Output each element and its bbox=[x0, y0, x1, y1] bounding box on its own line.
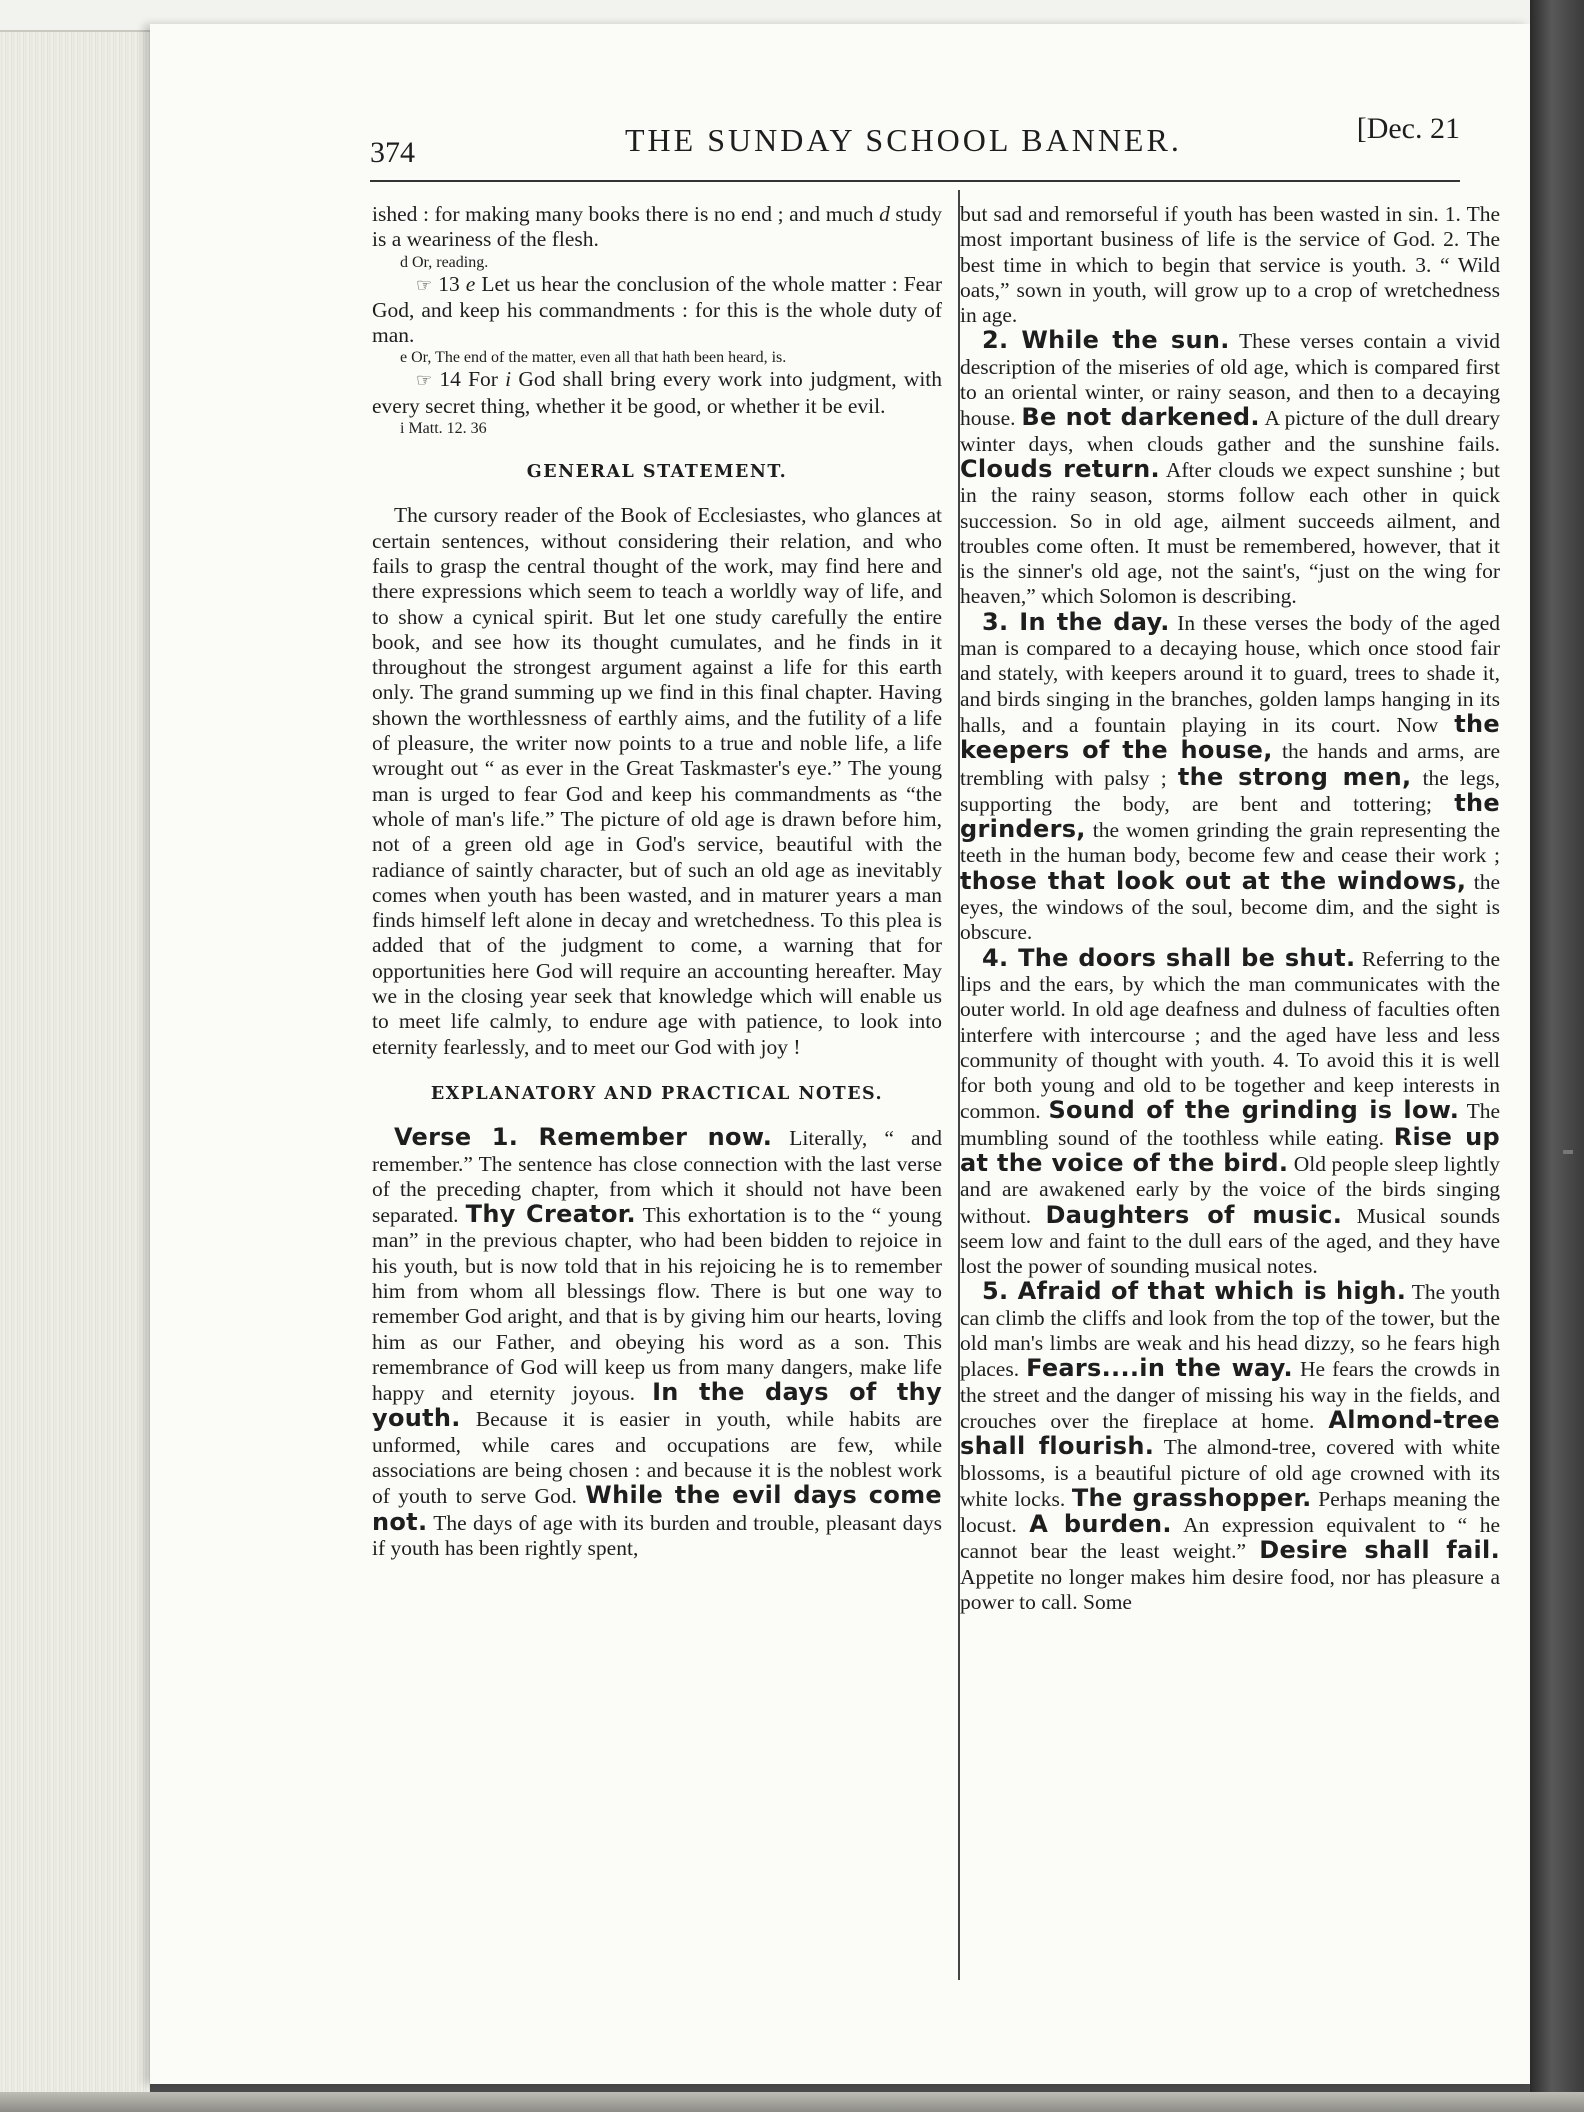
note-text: Old people sleep lightly and are awakened early by the voice of the birds singing without. bbox=[960, 1151, 1501, 1228]
keyword: Thy Creator. bbox=[465, 1200, 636, 1229]
note-verse-1 bbox=[372, 1125, 942, 1561]
running-header bbox=[370, 112, 1460, 172]
running-date: [Dec. 21 bbox=[1356, 112, 1460, 145]
note-text: the hands and arms, are trembling with palsy ; bbox=[960, 739, 1501, 790]
note-text: The mumbling sound of the toothless while eating. bbox=[960, 1099, 1500, 1150]
keyword: the grinders, bbox=[960, 788, 1501, 844]
note-text: Appetite no longer makes him desire food, nor has pleasure a power to call. Some bbox=[960, 1564, 1500, 1615]
keyword: Fears....in the way. bbox=[1026, 1354, 1293, 1383]
verse-text: Let us hear the conclusion of the whole matter : Fear God, and keep his commandments : for this is the whole duty of man. bbox=[372, 271, 942, 348]
note-verse-1-cont: but sad and remorseful if youth has been wasted in sin. 1. The most important business of life is the service of God. 2. The best time in which to begin that service is youth. 3. “ Wild oats,” sown in youth, will grow up to a crop of wretchedness in age. bbox=[960, 202, 1500, 328]
pointing-hand-icon: ☞ bbox=[416, 370, 433, 392]
verse-text: ished : for making many books there is no end ; and much bbox=[372, 202, 874, 226]
keyword: 3. In the day. bbox=[982, 607, 1170, 636]
verse-text: study is a weariness of the flesh. bbox=[372, 202, 943, 252]
note-text: An expression equivalent to “ he cannot bear the least weight.” bbox=[960, 1513, 1500, 1564]
note-text: A picture of the dull dreary winter days, when clouds gather and the sunshine fails. bbox=[960, 406, 1501, 456]
keyword: While the evil days come not. bbox=[372, 1481, 943, 1536]
footnote-i: i Matt. 12. 36 bbox=[400, 420, 487, 438]
keyword: the keepers of the house, bbox=[960, 709, 1500, 765]
general-statement-text: The cursory reader of the Book of Ecclesiastes, who glances at certain sentences, without considering their relation, and who fails to grasp the central thought of the work, may find here and there expressions which seem to teach a worldly way of life, and to show a cynical spirit. But let one study carefully the entire book, and see how its thought cumulates, and he finds in it throughout the strongest argument against a life for this earth only. The grand summing up we find in this final chapter. Having shown the worthlessness of earthly aims, and the futility of a life of pleasure, the writer now points to a true and noble life, a life wrought out “ as ever in the Great Taskmaster's eye.” The young man is urged to fear God and keep his commandments as “the whole of man's life.” The picture of old age is drawn before him, not of a green old age in God's service, beautiful with the radiance of saintly character, but of such an old age as inevitably comes when youth has been wasted, and in maturer years a man finds himself left alone in decay and wretchedness. To this plea is added that of the judgment to come, a warning that for opportunities here God will require an accounting hereafter. May we in the closing year seek that knowledge which will enable us to meet life calmly, to endure age with patience, to look into eternity fearlessly, and to meet our God with joy ! bbox=[372, 503, 942, 1059]
keyword: Clouds return. bbox=[960, 454, 1160, 483]
verse-13 bbox=[372, 272, 942, 349]
keyword: Sound of the grinding is low. bbox=[1048, 1096, 1460, 1125]
keyword: Rise up at the voice of the bird. bbox=[960, 1122, 1500, 1177]
note-verse-3 bbox=[960, 607, 1501, 946]
keyword: Desire shall fail. bbox=[1259, 1536, 1500, 1565]
note-verse-5 bbox=[960, 1279, 1500, 1615]
header-rule bbox=[370, 180, 1460, 182]
note-text: The youth can climb the cliffs and look from the top of the tower, but the old man's limbs are weak and his head dizzy, so he fears high places. bbox=[960, 1280, 1500, 1382]
verse-number: 14 bbox=[439, 367, 461, 392]
note-text: This exhortation is to the “ young man” in the previous chapter, who had been bidden to rejoice in his youth, but is now told that in his rejoicing he is to remember him from whom all blessings flow. There is but one way to remember God aright, and that is by giving him our hearts, loving him as our Father, and obeying his word as a son. This remembrance of God will keep us from many dangers, make life happy and eternity joyous. bbox=[372, 1203, 942, 1406]
book-spine bbox=[1530, 0, 1584, 2112]
keyword: 5. Afraid of that which is high. bbox=[982, 1277, 1407, 1306]
running-title: THE SUNDAY SCHOOL BANNER. bbox=[625, 122, 1182, 158]
keyword: 2. While the sun. bbox=[982, 326, 1230, 355]
verse-12-end bbox=[372, 202, 942, 253]
notes-heading: EXPLANATORY AND PRACTICAL NOTES. bbox=[430, 1083, 884, 1104]
page-number: 374 bbox=[370, 136, 415, 169]
note-text: the women grinding the grain representing the teeth in the human body, become few and cease their work ; bbox=[960, 818, 1500, 868]
keyword: the strong men, bbox=[1177, 762, 1412, 791]
note-text: The days of age with its burden and trouble, pleasant days if youth has been rightly spent, bbox=[372, 1510, 942, 1560]
keyword: Be not darkened. bbox=[1021, 403, 1260, 432]
note-text: The almond-tree, covered with white blossoms, is a beautiful picture of old age crowned with its white locks. bbox=[960, 1435, 1500, 1511]
note-text: Literally, “ and remember.” The sentence has close connection with the last verse of the preceding chapter, from which it should not have been separated. bbox=[372, 1126, 942, 1228]
keyword: In the days of thy youth. bbox=[372, 1378, 943, 1433]
keyword: The grasshopper. bbox=[1071, 1483, 1312, 1512]
verse-14 bbox=[372, 367, 942, 419]
note-text: Musical sounds seem low and faint to the dull ears of the aged, and they have lost the power of sounding musical notes. bbox=[960, 1203, 1500, 1279]
pointing-hand-icon: ☞ bbox=[416, 274, 433, 296]
note-verse-2 bbox=[960, 328, 1500, 609]
general-statement-heading: GENERAL STATEMENT. bbox=[526, 462, 788, 483]
note-text: Perhaps meaning the locust. bbox=[960, 1486, 1501, 1538]
footnote-e: e Or, The end of the matter, even all that hath been heard, is. bbox=[400, 349, 787, 367]
footnote-mark: e bbox=[465, 271, 476, 296]
page-edge-mark bbox=[1563, 1150, 1573, 1154]
verse-text: For bbox=[468, 367, 498, 392]
note-text: Referring to the lips and the ears, by which the man communicates with the outer world. In old age deafness and dulness of faculties often interfere with intercourse ; and the aged have less and less community of thought with youth. 4. To avoid this it is well for both young and old to be together and keep interests in common. bbox=[960, 946, 1501, 1124]
keyword: Almond-tree shall flourish. bbox=[960, 1405, 1501, 1461]
keyword: A burden. bbox=[1029, 1510, 1172, 1539]
book-page-edges bbox=[0, 0, 150, 2112]
note-text: After clouds we expect sunshine ; but in the rainy season, storms follow each other in quick succession. So in old age, ailment succeeds ailment, and troubles come often. It must be remembered, however, that it is the sinner's old age, not the saint's, “just on the wing for heaven,” which Solomon is describing. bbox=[960, 457, 1500, 609]
verse-number: 13 bbox=[438, 271, 460, 296]
note-text: the legs, supporting the body, are bent and tottering; bbox=[960, 765, 1501, 816]
verse-text: God shall bring every work into judgment, with every secret thing, whether it be good, or whether it be evil. bbox=[372, 367, 943, 418]
note-text: Because it is easier in youth, while habits are unformed, while cares and occupations are few, while associations are being chosen : and because it is the noblest work of youth to serve God. bbox=[372, 1407, 943, 1509]
keyword: Verse 1. Remember now. bbox=[394, 1123, 773, 1152]
left-column bbox=[372, 202, 942, 1561]
note-verse-4 bbox=[960, 943, 1501, 1280]
footnote-mark: i bbox=[505, 367, 512, 392]
keyword: 4. The doors shall be shut. bbox=[982, 943, 1356, 972]
footnote-mark: d bbox=[879, 202, 890, 226]
right-column bbox=[960, 202, 1500, 1615]
note-text: These verses contain a vivid description of the miseries of old age, which is compared first to an oriental winter, or rainy season, and then to a decaying house. bbox=[960, 329, 1500, 431]
note-text: In these verses the body of the aged man is compared to a decaying house, which once stood fair and stately, with keepers around it to guard, trees to shade it, and birds singing in the branches, golden lamps hanging in its halls, and a fountain playing in its court. Now bbox=[960, 610, 1500, 737]
note-text: the eyes, the windows of the soul, become dim, and the sight is obscure. bbox=[960, 869, 1500, 945]
note-text: He fears the crowds in the street and the danger of missing his way in the fields, and crouches over the fireplace at home. bbox=[960, 1357, 1501, 1433]
footnote-d: d Or, reading. bbox=[400, 253, 489, 271]
keyword: Daughters of music. bbox=[1045, 1200, 1343, 1229]
book-bottom-edge bbox=[0, 2092, 1584, 2112]
keyword: those that look out at the windows, bbox=[960, 866, 1467, 895]
